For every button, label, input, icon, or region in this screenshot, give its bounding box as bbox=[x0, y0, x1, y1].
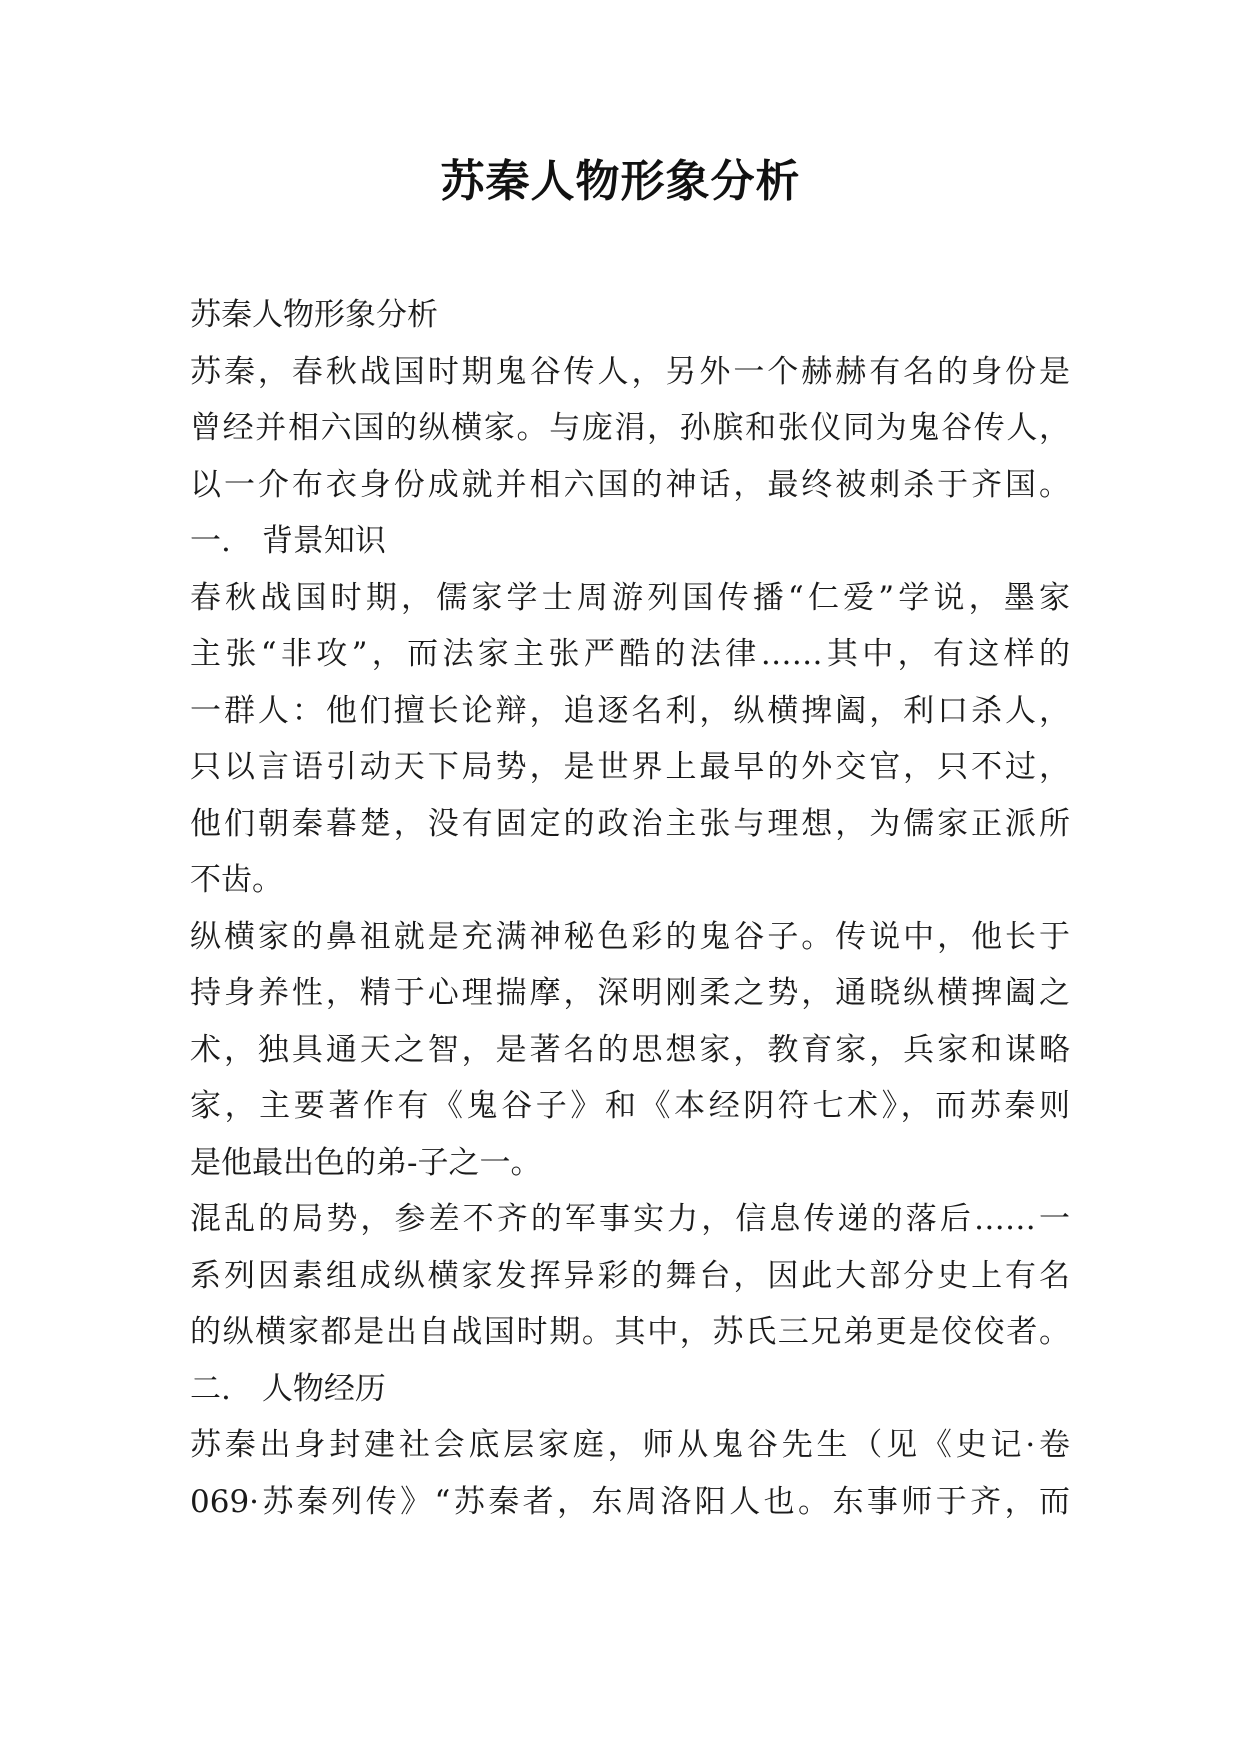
body-line: 069·苏秦列传》“苏秦者，东周洛阳人也。东事师于齐，而 bbox=[190, 1483, 1070, 1520]
body-line: 系列因素组成纵横家发挥异彩的舞台，因此大部分史上有名 bbox=[190, 1257, 1070, 1294]
document-body bbox=[190, 287, 1070, 1530]
body-line: 以一介布衣身份成就并相六国的神话，最终被刺杀于齐国。 bbox=[190, 466, 1070, 503]
body-line: 苏秦出身封建社会底层家庭，师从鬼谷先生（见《史记·卷 bbox=[190, 1427, 1070, 1463]
body-line: 他们朝秦暮楚，没有固定的政治主张与理想，为儒家正派所 bbox=[190, 805, 1070, 842]
body-line: 苏秦人物形象分析 bbox=[190, 297, 438, 333]
body-line: 持身养性，精于心理揣摩，深明刚柔之势，通晓纵横捭阖之 bbox=[190, 975, 1070, 1011]
section-heading: 一. 背景知识 bbox=[190, 523, 386, 559]
body-line: 主张“非攻”，而法家主张严酷的法律……其中，有这样的 bbox=[190, 636, 1070, 672]
body-line: 纵横家的鼻祖就是充满神秘色彩的鬼谷子。传说中，他长于 bbox=[190, 918, 1070, 955]
body-line: 是他最出色的弟-子之一。 bbox=[190, 1144, 542, 1181]
body-line: 只以言语引动天下局势，是世界上最早的外交官，只不过， bbox=[190, 749, 1070, 785]
body-line: 不齿。 bbox=[190, 862, 283, 898]
document-title: 苏秦人物形象分析 bbox=[440, 156, 801, 207]
body-line: 曾经并相六国的纵横家。与庞涓，孙膑和张仪同为鬼谷传人， bbox=[190, 410, 1070, 446]
body-line: 术，独具通天之智，是著名的思想家，教育家，兵家和谋略 bbox=[190, 1031, 1070, 1068]
section-heading: 二. 人物经历 bbox=[190, 1370, 386, 1407]
body-line: 苏秦，春秋战国时期鬼谷传人，另外一个赫赫有名的身份是 bbox=[190, 353, 1070, 390]
body-line: 家，主要著作有《鬼谷子》和《本经阴符七术》，而苏秦则 bbox=[190, 1088, 1070, 1124]
body-line: 混乱的局势，参差不齐的军事实力，信息传递的落后……一 bbox=[190, 1201, 1070, 1237]
body-line: 的纵横家都是出自战国时期。其中，苏氏三兄弟更是佼佼者。 bbox=[190, 1314, 1070, 1350]
body-line: 春秋战国时期，儒家学士周游列国传播“仁爱”学说，墨家 bbox=[190, 579, 1070, 616]
body-line: 一群人：他们擅长论辩，追逐名利，纵横捭阖，利口杀人， bbox=[190, 692, 1070, 729]
